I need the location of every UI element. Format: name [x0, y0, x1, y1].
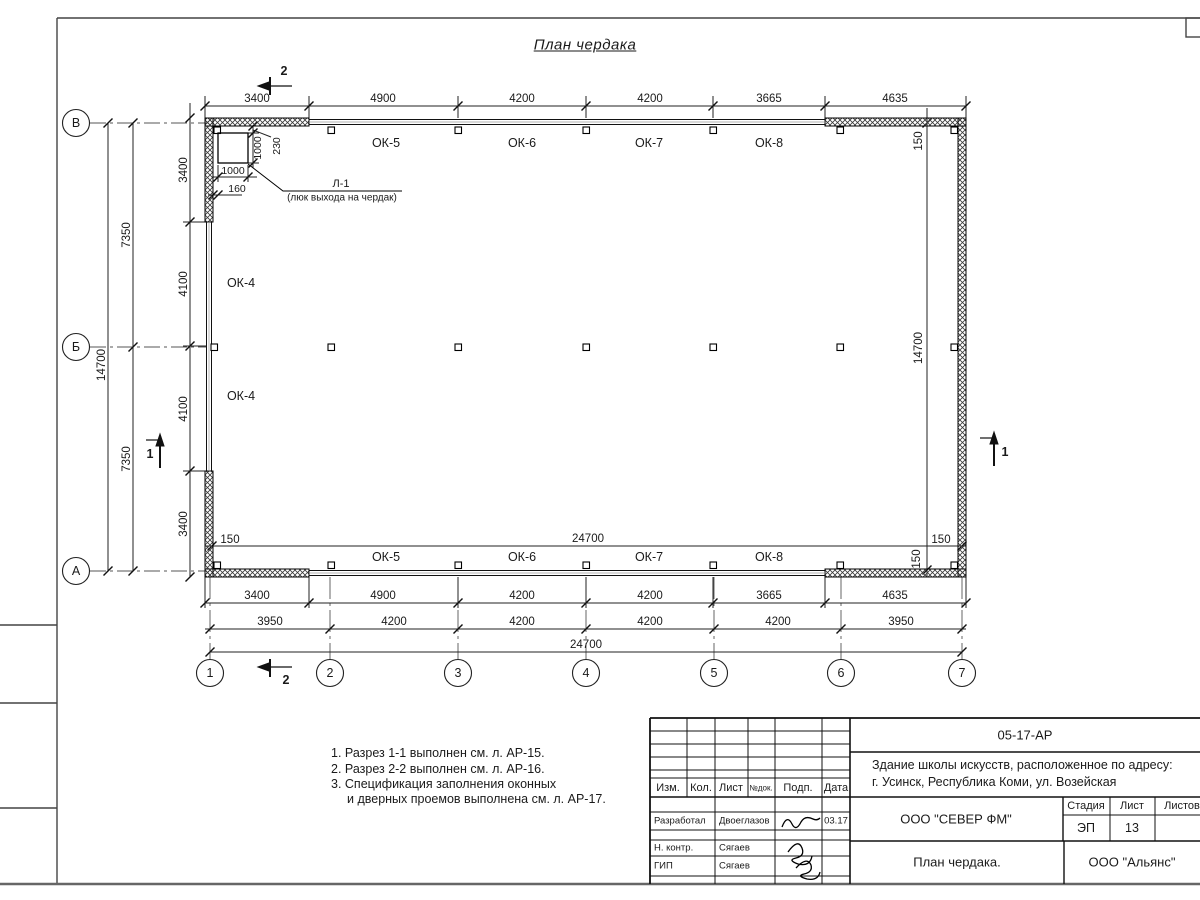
- titleblock-stage-value: ЭП: [1077, 821, 1095, 835]
- window-label: ОК-5: [371, 550, 401, 564]
- dim-label: 1000: [221, 165, 245, 177]
- note-line: и дверных проемов выполнена см. л. АР-17.: [347, 792, 606, 806]
- dim-label: 4200: [637, 590, 663, 602]
- page-title: План чердака: [533, 36, 637, 54]
- sheet-frame: [0, 18, 1200, 884]
- titleblock-sheet-value: 13: [1125, 821, 1139, 835]
- dim-label: 160: [228, 183, 246, 195]
- titleblock-role: ГИП: [654, 860, 673, 872]
- dim-label: 3400: [178, 157, 190, 183]
- dim-label: 3950: [257, 616, 283, 628]
- window-label: ОК-6: [507, 550, 537, 564]
- axis-label: 5: [710, 666, 718, 680]
- note-line: 2. Разрез 2-2 выполнен см. л. АР-16.: [331, 762, 545, 776]
- dim-label: 7350: [121, 222, 133, 248]
- titleblock-role: Н. контр.: [654, 842, 694, 854]
- window-label: ОК-7: [634, 136, 664, 150]
- dim-label: 24700: [570, 639, 602, 651]
- dim-label: 150: [220, 534, 240, 546]
- dim-label: 4635: [882, 590, 908, 602]
- dim-label: 4200: [509, 93, 535, 105]
- dim-label: 4200: [509, 590, 535, 602]
- window-label: ОК-6: [507, 136, 537, 150]
- window-label: ОК-4: [226, 276, 256, 290]
- axis-label: А: [71, 564, 81, 578]
- titleblock-doc-code: 05-17-АР: [997, 727, 1053, 743]
- section-mark-label: 1: [146, 447, 154, 461]
- hatch-label: Л-1: [332, 178, 350, 190]
- dim-label: 3400: [244, 590, 270, 602]
- dim-label: 4635: [882, 93, 908, 105]
- note-line: 3. Спецификация заполнения оконных: [331, 777, 557, 791]
- titleblock-sheet-label: Лист: [1120, 800, 1144, 812]
- titleblock-col-data: Дата: [823, 782, 849, 794]
- dim-label: 150: [911, 549, 923, 569]
- dim-label: 4200: [637, 93, 663, 105]
- note-line: 1. Разрез 1-1 выполнен см. л. АР-15.: [331, 746, 545, 760]
- dim-label: 7350: [121, 446, 133, 472]
- section-mark-label: 1: [1001, 445, 1009, 459]
- window-label: ОК-7: [634, 550, 664, 564]
- titleblock-col-izm: Изм.: [656, 782, 680, 794]
- window-label: ОК-8: [754, 550, 784, 564]
- dim-label: 3665: [756, 93, 782, 105]
- window-label: ОК-5: [371, 136, 401, 150]
- titleblock-col-ndok: №док.: [749, 783, 773, 793]
- dim-label: 14700: [913, 332, 925, 364]
- titleblock-org: ООО "Альянс": [1088, 854, 1176, 870]
- window-label: ОК-8: [754, 136, 784, 150]
- dim-label: 1000: [252, 136, 264, 160]
- window-glazing: [207, 120, 826, 576]
- titleblock-name: Сягаев: [719, 842, 750, 854]
- section-marks: [146, 77, 998, 677]
- dim-label: 4900: [370, 590, 396, 602]
- titleblock-date: 03.17: [824, 815, 848, 827]
- titleblock-drawing-title: План чердака.: [913, 854, 1001, 870]
- axis-label: 1: [206, 666, 214, 680]
- dim-label: 14700: [96, 349, 108, 381]
- dim-label: 3950: [888, 616, 914, 628]
- titleblock-object-line1: Здание школы искусств, расположенное по адресу:: [872, 758, 1173, 772]
- section-mark-label: 2: [282, 673, 290, 687]
- axis-label: 6: [837, 666, 845, 680]
- dim-label: 230: [271, 137, 283, 155]
- titleblock-company: ООО "СЕВЕР ФМ": [900, 811, 1012, 827]
- dim-label: 24700: [572, 533, 604, 545]
- dim-label: 4200: [509, 616, 535, 628]
- dim-label: 4100: [178, 396, 190, 422]
- dim-label: 4200: [381, 616, 407, 628]
- axis-label: Б: [71, 340, 81, 354]
- titleblock-stage-label: Стадия: [1067, 800, 1105, 812]
- dim-label: 4200: [765, 616, 791, 628]
- dim-label: 150: [931, 534, 951, 546]
- axis-grid-lines: [90, 123, 962, 660]
- frame-corner-box: [1186, 18, 1200, 37]
- axis-label: 3: [454, 666, 462, 680]
- titleblock-object-line2: г. Усинск, Республика Коми, ул. Возейская: [872, 775, 1117, 789]
- axis-label: В: [71, 116, 81, 130]
- dim-label: 150: [913, 131, 925, 151]
- axis-label: 7: [958, 666, 966, 680]
- dim-label: 3400: [244, 93, 270, 105]
- dim-label: 4200: [637, 616, 663, 628]
- axis-label: 4: [582, 666, 590, 680]
- titleblock-sheets-label: Листов: [1164, 800, 1200, 812]
- titleblock-col-kol: Кол.: [690, 782, 712, 794]
- titleblock-col-podp: Подп.: [783, 782, 813, 794]
- section-mark-label: 2: [280, 64, 288, 78]
- titleblock-role: Разработал: [654, 815, 706, 827]
- titleblock-name: Сягаев: [719, 860, 750, 872]
- dim-label: 3400: [178, 511, 190, 537]
- window-label: ОК-4: [226, 389, 256, 403]
- signature: [782, 818, 820, 880]
- titleblock-col-list: Лист: [719, 782, 743, 794]
- dim-label: 4100: [178, 271, 190, 297]
- dim-label: 4900: [370, 93, 396, 105]
- hatch-sublabel: (люк выхода на чердак): [287, 192, 397, 204]
- axis-label: 2: [326, 666, 334, 680]
- dim-label: 3665: [756, 590, 782, 602]
- titleblock-name: Двоеглазов: [719, 815, 770, 827]
